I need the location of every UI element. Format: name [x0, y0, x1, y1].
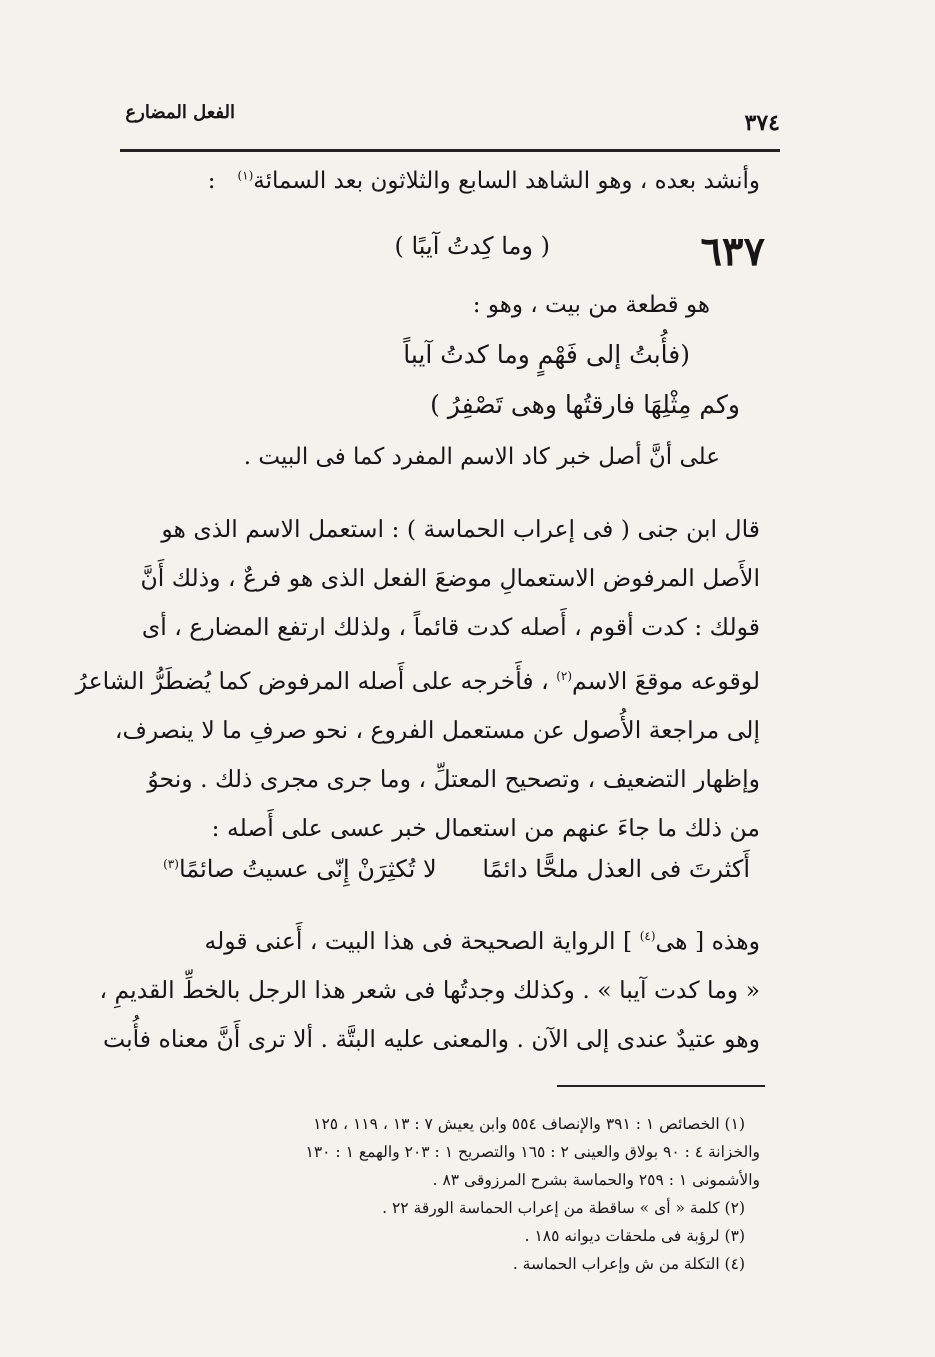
paragraph-line: وإظهار التضعيف ، وتصحيح المعتلِّ ، وما جرى مجرى ذلك . ونحوُ: [147, 764, 760, 793]
paragraph-line: قال ابن جنى ( فى إعراب الحماسة ) : استعمل الاسم الذى هو: [161, 515, 760, 543]
verse-commentary: على أنَّ أصل خبر كاد الاسم المفرد كما فى البيت .: [243, 444, 720, 470]
verse-ruba-text: أَكثرتَ فى العذل ملحًّا دائمًا لا تُكثِرَنْ إِنّى عسيتُ صائمًا: [178, 855, 750, 883]
running-title: الفعل المضارع: [125, 102, 235, 123]
footnote-marker-2: (٢): [556, 669, 573, 683]
footnote-rule: [557, 1085, 765, 1087]
intro-colon: :: [207, 168, 216, 194]
footnote-marker-3: (٣): [163, 857, 179, 871]
line-1a: وهذه [ هى: [655, 926, 760, 955]
verse-ruba: [163, 855, 750, 883]
witness-phrase: ( وما كِدتُ آيبًا ): [394, 232, 550, 260]
paragraph-line: [75, 652, 760, 706]
paragraph-line: من ذلك ما جاءَ عنهم من استعمال خبر عسى على أَصله :: [211, 813, 760, 842]
footnote-4: (٤) التكلة من ش وإعراب الحماسة .: [512, 1255, 745, 1273]
intro-line: [140, 168, 760, 194]
paragraph-line: الأَصل المرفوض الاستعمالِ موضعَ الفعل الذى هو فرعٌ ، وذلك أَنَّ: [140, 564, 760, 592]
footnote-1-cont: والأشمونى ١ : ٢٥٩ والحماسة بشرح المرزوقى ٨٣ .: [432, 1171, 760, 1189]
footnote-1-cont: والخزانة ٤ : ٩٠ بولاق والعينى ٢ : ١٦٥ والتصريح ١ : ٢٠٣ والهمع ١ : ١٣٠: [305, 1143, 760, 1161]
paragraph-line: [120, 912, 760, 966]
line-1b: ] الرواية الصحيحة فى هذا البيت ، أَعنى قوله: [204, 926, 633, 955]
paragraph-narration: [99, 912, 760, 1064]
verse-line-1: (فأُبتُ إلى فَهْمٍ وما كدتُ آيباً: [403, 340, 690, 369]
verse-line-2: وكم مِثْلِهَا فارقتُها وهى تَصْفِرُ ): [430, 390, 740, 419]
footnote-marker-4: (٤): [639, 929, 656, 943]
verse-intro: هو قطعة من بيت ، وهو :: [472, 292, 710, 318]
paragraph-ibn-jinni: [75, 505, 760, 853]
page-number: ٣٧٤: [744, 110, 780, 136]
paragraph-line: وهو عتيدٌ عندى إلى الآن . والمعنى عليه البتَّة . ألا ترى أَنَّ معناه فأُبت: [103, 1024, 760, 1053]
line-4b: ، فأَخرجه على أَصله المرفوض كما يُضطَرُّ الشاعرُ: [75, 666, 549, 695]
witness-number: ٦٣٧: [700, 228, 765, 275]
paragraph-line: قولك : كدت أقوم ، أَصله كدت قائماً ، ولذلك ارتفع المضارع ، أى: [141, 613, 760, 641]
paragraph-line: « وما كدت آيبا » . وكذلك وجدتُها فى شعر هذا الرجل بالخطِّ القديمِ ،: [99, 975, 760, 1004]
line-4a: لوقوعه موقعَ الاسم: [572, 666, 760, 695]
footnote-marker-1: (١): [237, 168, 254, 183]
intro-text: وأنشد بعده ، وهو الشاهد السابع والثلاثون بعد السمائة: [253, 168, 760, 194]
footnote-1: (١) الخصائص ١ : ٣٩١ والإنصاف ٥٥٤ وابن يعيش ٧ : ١٣ ، ١١٩ ، ١٢٥: [313, 1115, 745, 1133]
header-rule: [120, 149, 780, 152]
footnote-2: (٢) كلمة « أى » ساقطة من إعراب الحماسة الورقة ٢٢ .: [382, 1199, 745, 1217]
footnote-3: (٣) لرؤبة فى ملحقات ديوانه ١٨٥ .: [524, 1227, 745, 1245]
footnotes: [110, 1110, 760, 1278]
paragraph-line: إلى مراجعة الأُصول عن مستعمل الفروع ، نحو صرفِ ما لا ينصرف،: [114, 715, 760, 744]
